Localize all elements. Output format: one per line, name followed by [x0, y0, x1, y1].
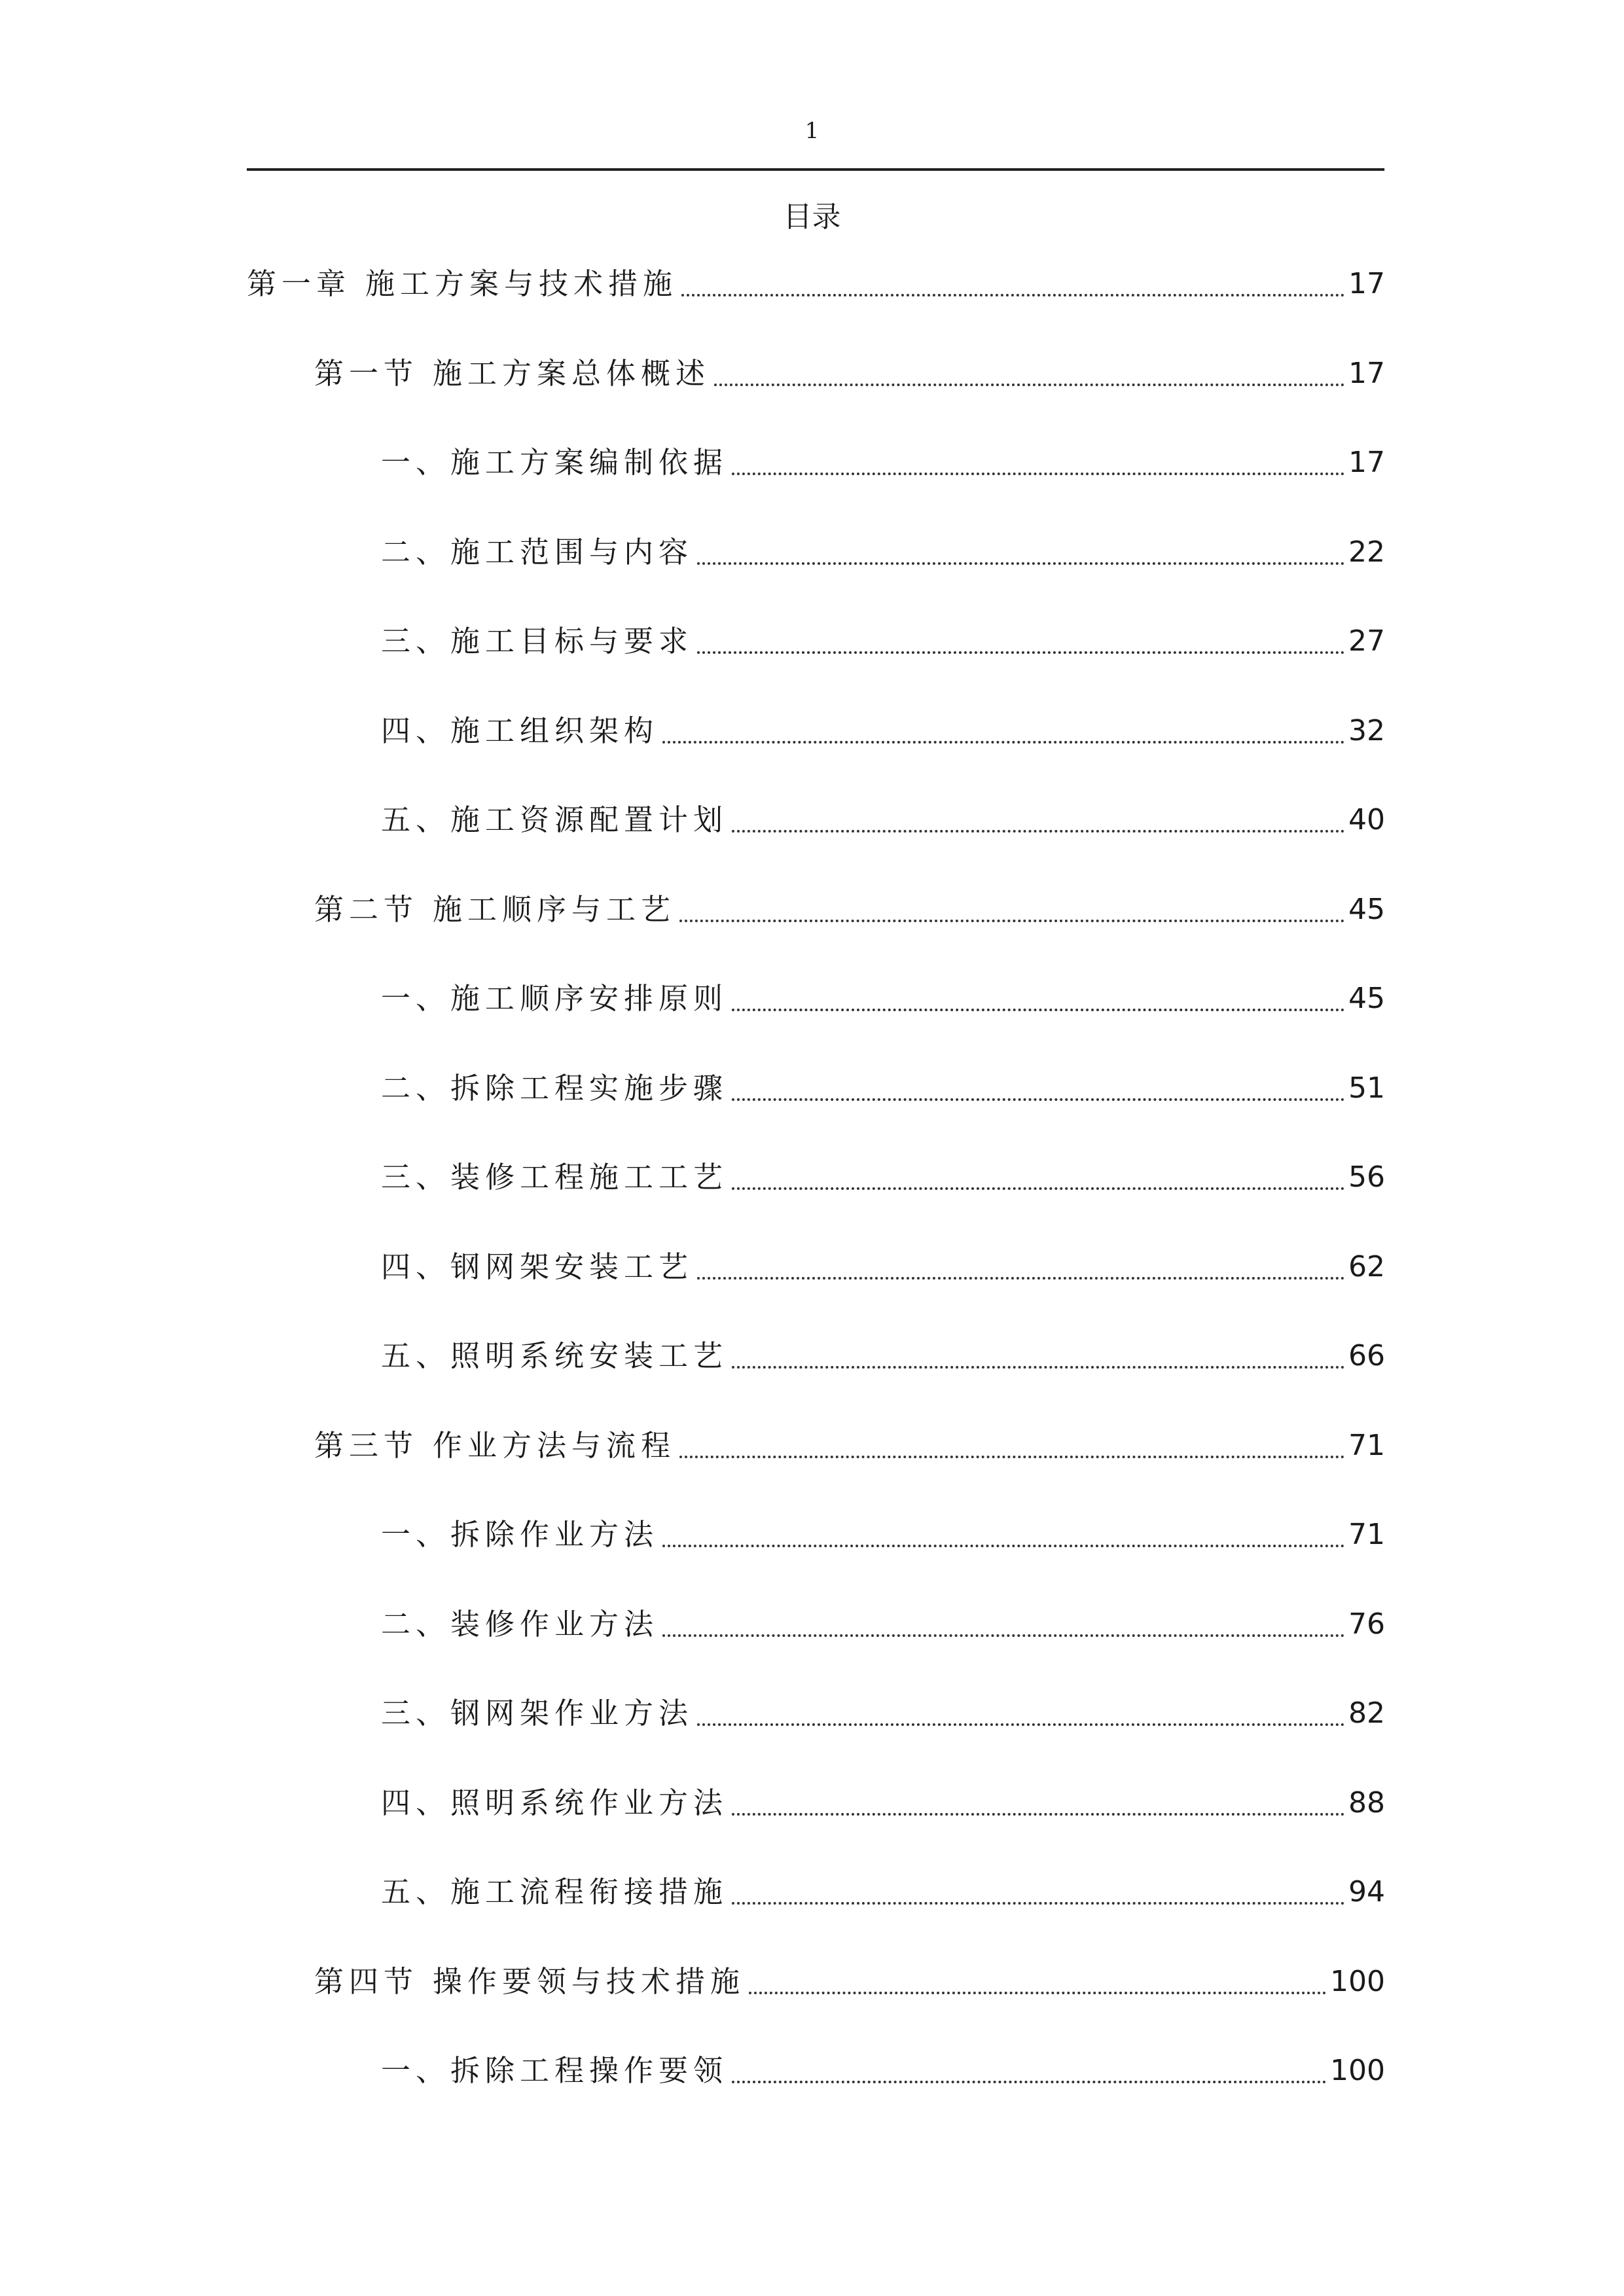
toc-entry-label	[381, 1691, 693, 1736]
toc-entry[interactable]	[381, 708, 1385, 754]
toc-entry-label	[381, 797, 728, 843]
toc-entry-page: 71	[1348, 1518, 1385, 1551]
toc-dot-leader	[732, 1902, 1344, 1905]
toc-entry[interactable]	[381, 1869, 1385, 1915]
toc-entry-label	[381, 1602, 659, 1647]
toc-entry[interactable]	[381, 1780, 1385, 1826]
toc-dot-leader	[732, 830, 1344, 833]
toc-entry-page: 51	[1348, 1071, 1385, 1105]
toc-entry[interactable]	[381, 1602, 1385, 1647]
toc-entry-page: 71	[1348, 1429, 1385, 1462]
toc-entry-title: 三、钢网架作业方法	[381, 1696, 694, 1731]
toc-dot-leader	[662, 741, 1344, 744]
toc-entry[interactable]	[381, 529, 1385, 575]
toc-entry-number: 第三节	[314, 1428, 419, 1463]
toc-entry-label	[381, 619, 693, 664]
toc-entry-number: 第二节	[314, 892, 419, 927]
toc-entry-title: 二、拆除工程实施步骤	[381, 1071, 729, 1105]
toc-entry-title: 一、施工顺序安排原则	[381, 981, 729, 1016]
toc-entry-title: 四、施工组织架构	[381, 713, 659, 748]
toc-entry-label	[381, 2048, 728, 2094]
toc-entry-label	[314, 887, 676, 933]
toc-entry[interactable]	[314, 1423, 1385, 1469]
toc-entry-title: 二、施工范围与内容	[381, 535, 694, 569]
toc-entry-label	[381, 1244, 693, 1290]
toc-entry-label	[314, 1423, 676, 1469]
toc-entry[interactable]	[247, 261, 1385, 307]
toc-entry-title: 五、施工资源配置计划	[381, 802, 729, 837]
toc-dot-leader	[732, 2081, 1326, 2083]
toc-dot-leader	[714, 384, 1344, 386]
toc-entry-label	[381, 1869, 728, 1915]
toc-entry-label	[381, 1155, 728, 1200]
toc-entry-number: 第四节	[314, 1964, 419, 1999]
toc-entry-page: 56	[1348, 1160, 1385, 1194]
toc-entry-page: 100	[1330, 1965, 1385, 1998]
toc-dot-leader	[681, 294, 1344, 296]
toc-entry-label	[381, 440, 728, 486]
toc-entry-page: 88	[1348, 1786, 1385, 1820]
toc-entry-page: 17	[1348, 267, 1385, 300]
toc-entry[interactable]	[314, 887, 1385, 933]
toc-dot-leader	[697, 1277, 1344, 1280]
toc-entry[interactable]	[381, 1244, 1385, 1290]
toc-entry[interactable]	[381, 1333, 1385, 1379]
toc-entry-page: 22	[1348, 535, 1385, 569]
toc-entry[interactable]	[381, 619, 1385, 664]
toc-entry-title: 作业方法与流程	[433, 1428, 676, 1463]
toc-entry-title: 一、拆除作业方法	[381, 1517, 659, 1552]
toc-dot-leader	[697, 651, 1344, 654]
toc-entry[interactable]	[381, 797, 1385, 843]
toc-entry-page: 17	[1348, 357, 1385, 390]
toc-entry-title: 二、装修作业方法	[381, 1607, 659, 1641]
toc-entry-label	[381, 1780, 728, 1826]
toc-entry[interactable]	[381, 1155, 1385, 1200]
toc-entry-title: 施工顺序与工艺	[433, 892, 676, 927]
toc-entry-title: 施工方案与技术措施	[365, 266, 678, 301]
toc-entry-label	[381, 1333, 728, 1379]
toc-dot-leader	[662, 1545, 1344, 1547]
toc-entry-page: 45	[1348, 982, 1385, 1015]
toc-entry-page: 100	[1330, 2054, 1385, 2087]
toc-dot-leader	[732, 473, 1344, 475]
toc-title: 目录	[783, 200, 841, 234]
toc-entry-page: 94	[1348, 1875, 1385, 1909]
toc-entry-label	[381, 976, 728, 1022]
toc-entry-title: 施工方案总体概述	[433, 356, 711, 391]
toc-entry-title: 三、施工目标与要求	[381, 624, 694, 658]
toc-entry-page: 62	[1348, 1250, 1385, 1283]
toc-entry-label	[381, 1066, 728, 1111]
toc-entry-label	[381, 529, 693, 575]
toc-entry-title: 一、拆除工程操作要领	[381, 2053, 729, 2088]
toc-dot-leader	[732, 1813, 1344, 1816]
toc-dot-leader	[732, 1187, 1344, 1190]
toc-entry-page: 76	[1348, 1607, 1385, 1641]
header-divider	[247, 168, 1384, 171]
toc-entry-page: 27	[1348, 624, 1385, 658]
toc-entry[interactable]	[381, 1691, 1385, 1736]
toc-entry-number: 第一节	[314, 356, 419, 391]
toc-dot-leader	[679, 1456, 1344, 1458]
toc-entry[interactable]	[381, 1512, 1385, 1558]
toc-dot-leader	[732, 1098, 1344, 1101]
toc-entry-number: 第一章	[247, 266, 352, 301]
toc-entry-label	[314, 1959, 745, 2005]
toc-dot-leader	[697, 1723, 1344, 1726]
toc-entry-label	[381, 708, 659, 754]
toc-entry-page: 32	[1348, 714, 1385, 747]
toc-entry-title: 四、钢网架安装工艺	[381, 1249, 694, 1284]
toc-entry-title: 三、装修工程施工工艺	[381, 1160, 729, 1194]
toc-entry-page: 17	[1348, 446, 1385, 479]
toc-entry-title: 一、施工方案编制依据	[381, 445, 729, 480]
toc-entry[interactable]	[381, 976, 1385, 1022]
toc-entry-label	[247, 261, 677, 307]
toc-entry-label	[314, 351, 710, 397]
toc-entry-page: 40	[1348, 803, 1385, 836]
toc-entry-label	[381, 1512, 659, 1558]
page-number: 1	[804, 118, 820, 144]
toc-dot-leader	[732, 1366, 1344, 1369]
toc-entry-page: 45	[1348, 893, 1385, 926]
toc-dot-leader	[662, 1634, 1344, 1637]
toc-entry[interactable]	[381, 2048, 1385, 2094]
toc-dot-leader	[749, 1992, 1326, 1994]
toc-entry-title: 五、施工流程衔接措施	[381, 1874, 729, 1909]
toc-entry-page: 66	[1348, 1339, 1385, 1372]
toc-dot-leader	[697, 562, 1344, 565]
toc-entry-title: 四、照明系统作业方法	[381, 1785, 729, 1820]
toc-entry-page: 82	[1348, 1696, 1385, 1730]
toc-entry[interactable]	[314, 351, 1385, 397]
toc-entry-title: 操作要领与技术措施	[433, 1964, 746, 1999]
toc-entry-title: 五、照明系统安装工艺	[381, 1338, 729, 1373]
toc-entry[interactable]	[314, 1959, 1385, 2005]
toc-entry[interactable]	[381, 440, 1385, 486]
toc-dot-leader	[732, 1009, 1344, 1011]
toc-entry[interactable]	[381, 1066, 1385, 1111]
toc-dot-leader	[679, 920, 1344, 922]
